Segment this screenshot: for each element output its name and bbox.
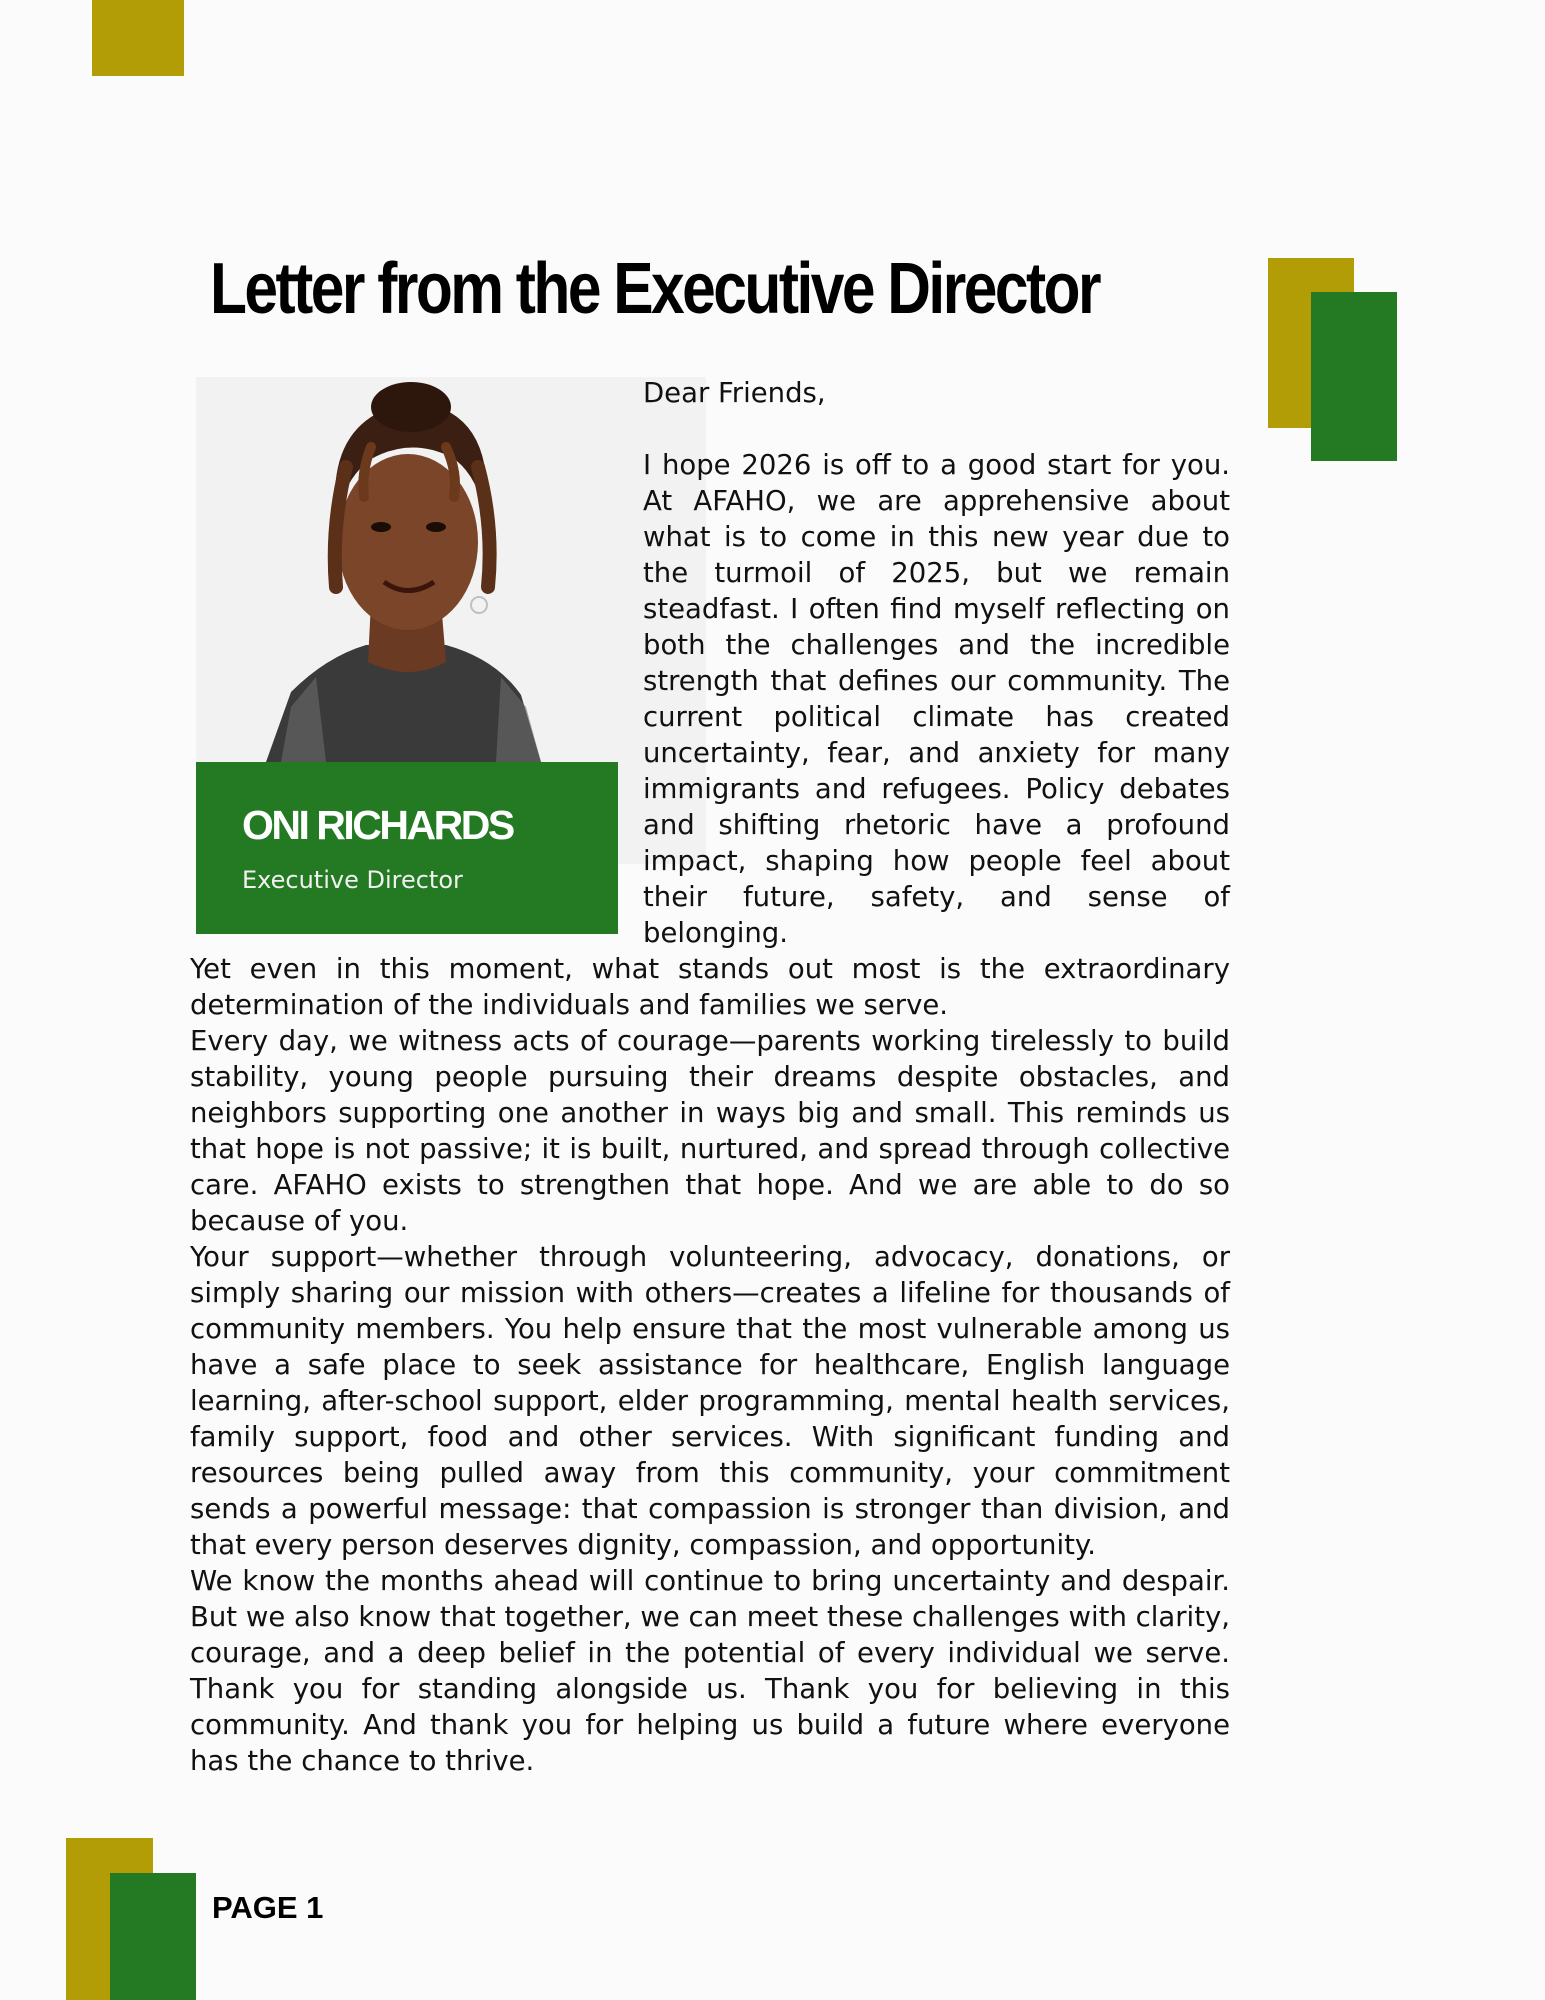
letter-paragraph: Every day, we witness acts of courage—parents working tirelessly to build stability, young people pursuing their dreams despite obstacles, and neighbors supporting one another in ways big and small. This reminds us that hope is not passive; it is built, nurtured, and spread through collective care. AFAHO exists to strengthen that hope. And we are able to do so because of you. — [190, 1025, 1230, 1237]
letter-intro-paragraph: I hope 2026 is off to a good start for you. At AFAHO, we are apprehensive about what is to come in this new year due to the turmoil of 2025, but we remain steadfast. I often find myself reflecting on both the challenges and the incredible strength that defines our community. The current political climate has created uncertainty, fear, and anxiety for many immigrants and refugees. Policy debates and shifting rhetoric have a profound impact, shaping how people feel about their future, safety, and sense of belonging. — [643, 449, 1230, 949]
page-title: Letter from the Executive Director — [210, 249, 1100, 329]
page-number: PAGE 1 — [212, 1890, 324, 1925]
profile-card — [196, 377, 618, 934]
letter-body — [190, 951, 1230, 1779]
letter-paragraph: Yet even in this moment, what stands out most is the extraordinary determination of the individuals and families we serve. — [190, 953, 1230, 1021]
person-name: ONI RICHARDS — [242, 802, 513, 848]
letter-paragraph: Your support—whether through volunteering, advocacy, donations, or simply sharing our mission with others—creates a lifeline for thousands of community members. You help ensure that the most vulnerable among us have a safe place to seek assistance for healthcare, English language learning, after-school support, elder programming, mental health services, family support, food and other services. With significant funding and resources being pulled away from this community, your commitment sends a powerful message: that compassion is stronger than division, and that every person deserves dignity, compassion, and opportunity. — [190, 1241, 1230, 1561]
name-plate — [196, 762, 618, 934]
portrait-photo — [196, 377, 618, 762]
person-role: Executive Director — [242, 866, 463, 894]
top-left-olive-block — [92, 0, 184, 76]
letter-greeting: Dear Friends, — [643, 377, 826, 409]
bottom-left-green-block — [110, 1873, 196, 2000]
letter-column-text — [643, 447, 1230, 951]
letter-paragraph: We know the months ahead will continue to bring uncertainty and despair. But we also know that together, we can meet these challenges with clarity, courage, and a deep belief in the potential of every individual we serve. Thank you for standing alongside us. Thank you for believing in this community. And thank you for helping us build a future where everyone has the chance to thrive. — [190, 1565, 1230, 1777]
right-green-block — [1311, 292, 1397, 461]
